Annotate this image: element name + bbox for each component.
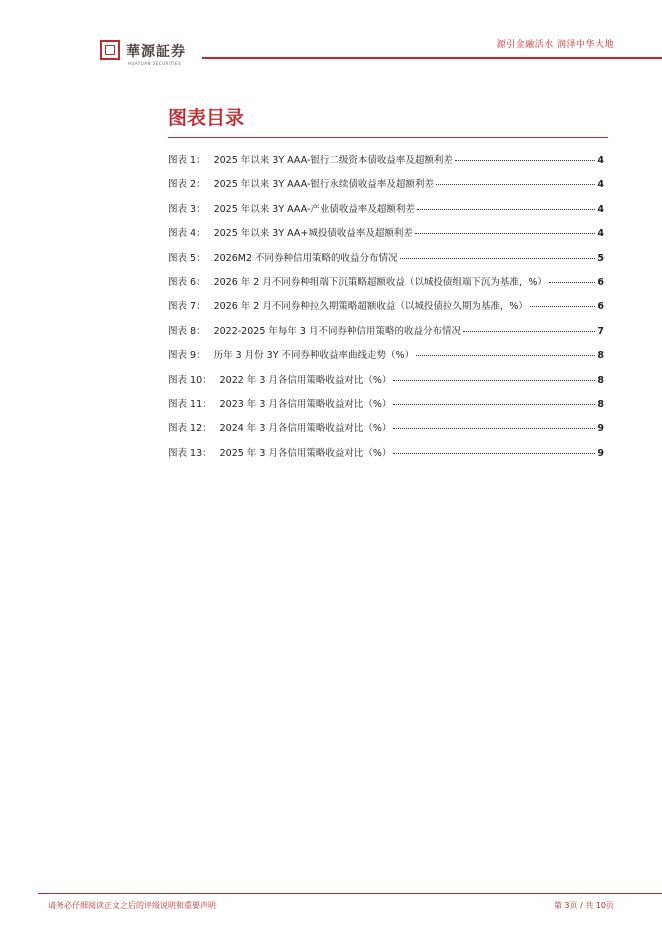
toc-item-label: 图表 2： xyxy=(168,179,206,191)
footer-divider xyxy=(38,893,662,894)
toc-item[interactable] xyxy=(168,372,604,396)
toc-item[interactable] xyxy=(168,225,604,249)
toc-list xyxy=(168,152,604,469)
toc-leader xyxy=(393,404,595,405)
toc-item[interactable] xyxy=(168,420,604,444)
toc-leader xyxy=(463,331,595,332)
toc-item[interactable] xyxy=(168,201,604,225)
toc-item[interactable] xyxy=(168,152,604,176)
toc-item-label: 图表 8： xyxy=(168,325,206,337)
toc-leader xyxy=(416,355,595,356)
toc-item[interactable] xyxy=(168,396,604,420)
toc-item-text: 2025 年 3 月各信用策略收益对比（%） xyxy=(219,447,392,459)
toc-item-text: 2025 年以来 3Y AA+城投债收益率及超额利差 xyxy=(213,228,413,240)
toc-item[interactable] xyxy=(168,250,604,274)
toc-item-text: 2026 年 2 月不同券种拉久期策略超额收益（以城投债拉久期为基准，%） xyxy=(213,301,528,313)
toc-item-page: 4 xyxy=(597,203,604,215)
toc-leader xyxy=(393,453,595,454)
toc-leader xyxy=(455,160,595,161)
toc-item[interactable] xyxy=(168,347,604,371)
toc-item-page: 6 xyxy=(597,301,604,313)
toc-title: 图表目录 xyxy=(168,107,245,129)
toc-item-page: 9 xyxy=(597,447,604,459)
toc-leader xyxy=(530,306,595,307)
toc-leader xyxy=(436,184,595,185)
toc-item-text: 2025 年以来 3Y AAA-产业债收益率及超额利差 xyxy=(213,203,415,215)
toc-item-label: 图表 1： xyxy=(168,155,206,166)
logo-text: 華源証券 xyxy=(126,44,186,60)
toc-leader xyxy=(400,258,596,259)
toc-item[interactable] xyxy=(168,176,604,200)
title-divider xyxy=(168,137,608,138)
toc-item-page: 5 xyxy=(597,252,604,264)
header-slogan: 源引金融活水 润泽中华大地 xyxy=(496,40,614,50)
logo-icon xyxy=(100,40,120,60)
header-divider xyxy=(202,57,662,59)
toc-item-page: 8 xyxy=(597,398,604,410)
toc-item-label: 图表 3： xyxy=(168,203,206,215)
toc-item-page: 6 xyxy=(597,276,604,288)
toc-item-label: 图表 10： xyxy=(168,374,212,386)
toc-item-label: 图表 13： xyxy=(168,447,212,459)
toc-item[interactable] xyxy=(168,445,604,469)
toc-item-label: 图表 7： xyxy=(168,301,206,313)
toc-item-page: 4 xyxy=(597,155,604,166)
toc-item-label: 图表 11： xyxy=(168,398,212,410)
toc-leader xyxy=(549,282,595,283)
toc-item-label: 图表 9： xyxy=(168,350,206,362)
toc-item-text: 2026 年 2 月不同券种组端下沉策略超额收益（以城投债组端下沉为基准，%） xyxy=(213,276,547,288)
toc-item[interactable] xyxy=(168,298,604,322)
toc-item-text: 2025 年以来 3Y AAA-银行永续债收益率及超额利差 xyxy=(213,179,434,191)
toc-item-text: 2026M2 不同券种信用策略的收益分布情况 xyxy=(213,252,398,264)
toc-item-page: 8 xyxy=(597,350,604,362)
toc-leader xyxy=(393,380,595,381)
footer-disclaimer: 请务必仔细阅读正文之后的评级说明和重要声明 xyxy=(48,901,216,910)
toc-item-text: 2022 年 3 月各信用策略收益对比（%） xyxy=(219,374,392,386)
toc-item-text: 2025 年以来 3Y AAA-银行二级资本债收益率及超额利差 xyxy=(213,155,453,166)
toc-leader xyxy=(415,233,595,234)
footer-page-info: 第 3页 / 共 10页 xyxy=(553,901,614,910)
logo-subtitle: HUAYUAN SECURITIES xyxy=(128,61,182,66)
toc-item-page: 4 xyxy=(597,179,604,191)
toc-item-text: 历年 3 月份 3Y 不同券种收益率曲线走势（%） xyxy=(213,350,415,362)
toc-item-label: 图表 5： xyxy=(168,252,206,264)
toc-item-label: 图表 6： xyxy=(168,276,206,288)
toc-item[interactable] xyxy=(168,274,604,298)
toc-item-page: 7 xyxy=(597,325,604,337)
toc-leader xyxy=(417,209,595,210)
toc-item-label: 图表 12： xyxy=(168,423,212,435)
toc-item-text: 2023 年 3 月各信用策略收益对比（%） xyxy=(219,398,392,410)
toc-item-page: 9 xyxy=(597,423,604,435)
toc-item-page: 8 xyxy=(597,374,604,386)
toc-item-text: 2024 年 3 月各信用策略收益对比（%） xyxy=(219,423,392,435)
toc-item-label: 图表 4： xyxy=(168,228,206,240)
toc-item[interactable] xyxy=(168,323,604,347)
toc-item-text: 2022-2025 年每年 3 月不同券种信用策略的收益分布情况 xyxy=(213,325,461,337)
toc-leader xyxy=(393,428,595,429)
toc-item-page: 4 xyxy=(597,228,604,240)
